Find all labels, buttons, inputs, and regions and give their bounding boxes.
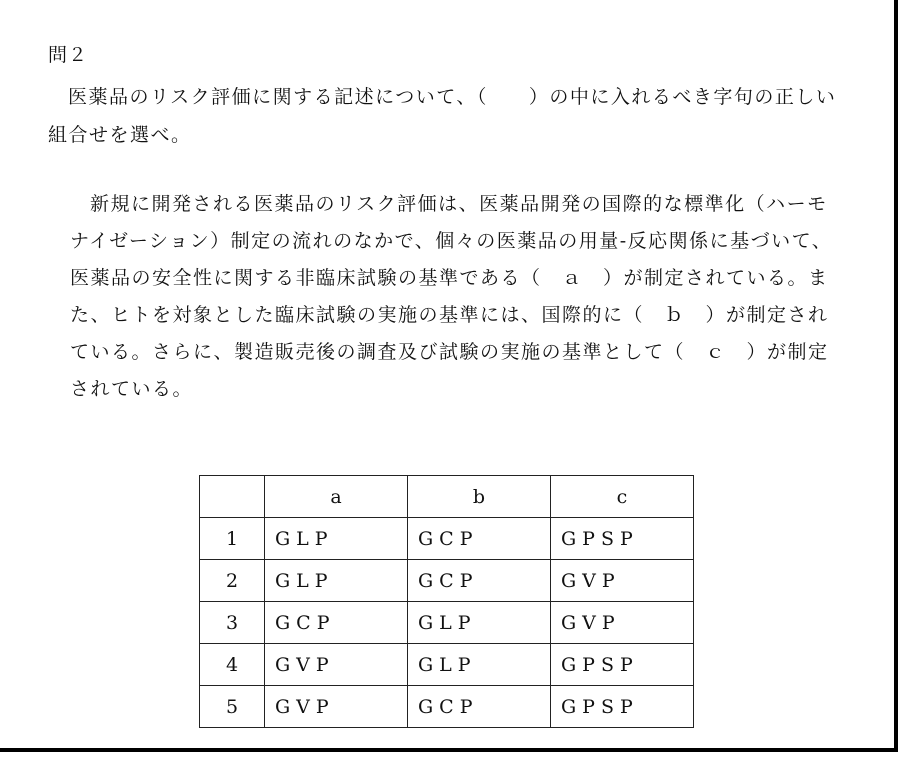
row-number: 2	[200, 560, 265, 602]
table-row	[200, 644, 694, 686]
cell-a: GLP	[265, 560, 408, 602]
cell-c: GPSP	[551, 686, 694, 728]
cell-b: GLP	[408, 602, 551, 644]
passage-text: 新規に開発される医薬品のリスク評価は、医薬品開発の国際的な標準化（ハーモナイゼーション）制定の流れのなかで、個々の医薬品の用量-反応関係に基づいて、医薬品の安全性に関する非臨床試験の基準である（ ａ ）が制定されている。また、ヒトを対象とした臨床試験の実施の基準には、国際的に（ ｂ ）が制定されている。さらに、製造販売後の調査及び試験の実施の基準として（ ｃ ）が制定されている。	[70, 193, 833, 400]
table-row	[200, 560, 694, 602]
row-number: 3	[200, 602, 265, 644]
cell-b: GCP	[408, 686, 551, 728]
row-number: 1	[200, 518, 265, 560]
row-number: 5	[200, 686, 265, 728]
cell-b: GCP	[408, 518, 551, 560]
cell-a: GVP	[265, 644, 408, 686]
header-a: a	[265, 476, 408, 518]
header-blank	[200, 476, 265, 518]
cell-b: GCP	[408, 560, 551, 602]
cell-b: GLP	[408, 644, 551, 686]
table-row	[200, 602, 694, 644]
row-number: 4	[200, 644, 265, 686]
cell-c: GPSP	[551, 644, 694, 686]
question-text: 医薬品のリスク評価に関する記述について、（ ）の中に入れるべき字句の正しい組合せを選べ。	[48, 86, 837, 146]
table-header-row	[200, 476, 694, 518]
cell-c: GVP	[551, 602, 694, 644]
answer-table	[199, 475, 694, 728]
cell-c: GVP	[551, 560, 694, 602]
table-row	[200, 686, 694, 728]
cell-a: GCP	[265, 602, 408, 644]
cell-a: GLP	[265, 518, 408, 560]
header-b: b	[408, 476, 551, 518]
question-number: 問２	[48, 44, 89, 66]
cell-a: GVP	[265, 686, 408, 728]
header-c: c	[551, 476, 694, 518]
table-row	[200, 518, 694, 560]
cell-c: GPSP	[551, 518, 694, 560]
